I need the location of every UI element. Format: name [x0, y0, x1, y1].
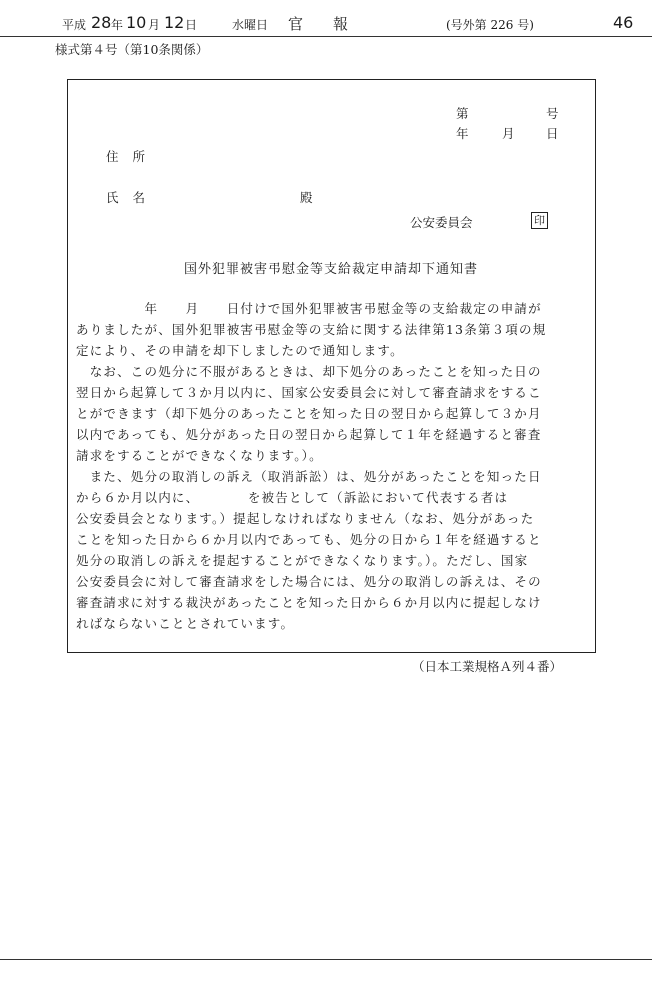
- header-day: 12: [164, 13, 185, 32]
- body-line: 以内であっても、処分があった日の翌日から起算して１年を経過すると審査: [76, 427, 542, 442]
- body-line: また、処分の取消しの訴え（取消訴訟）は、処分があったことを知った日: [76, 469, 542, 484]
- header-issue-number: (号外第 226 号): [446, 18, 534, 32]
- body-line: ありましたが、国外犯罪被害弔慰金等の支給に関する法律第13条第３項の規: [76, 322, 547, 337]
- body-line: 処分の取消しの訴えを提起することができなくなります。）。ただし、国家: [76, 553, 529, 568]
- notice-form: [67, 79, 596, 653]
- body-line: 定により、その申請を却下しましたので通知します。: [76, 343, 404, 358]
- address-label: 住所: [106, 149, 160, 164]
- header-gazette-name: 官報: [288, 15, 379, 33]
- paper-size-note: （日本工業規格Ａ列４番）: [412, 659, 563, 674]
- body-line: 公安委員会に対して審査請求をした場合には、処分の取消しの訴えは、その: [76, 574, 542, 589]
- header-day-unit: 日: [185, 18, 198, 32]
- date-day-label: 日: [546, 126, 559, 141]
- number-suffix: 号: [546, 106, 559, 121]
- header-weekday: 水曜日: [232, 18, 269, 32]
- header-year-unit: 年: [111, 18, 124, 32]
- header-month-unit: 月: [148, 18, 161, 32]
- gazette-header: [0, 0, 652, 38]
- date-month-label: 月: [502, 126, 515, 141]
- notice-title: 国外犯罪被害弔慰金等支給裁定申請却下通知書: [183, 262, 478, 277]
- seal-icon: 印: [531, 212, 548, 229]
- body-line: ればならないこととされています。: [76, 616, 295, 631]
- number-prefix: 第: [456, 106, 469, 121]
- header-year: 28: [91, 13, 112, 32]
- body-line: ことを知った日から６か月以内であっても、処分の日から１年を経過すると: [76, 532, 542, 547]
- header-month: 10: [126, 13, 147, 32]
- form-label: 様式第４号（第10条関係）: [55, 42, 209, 57]
- header-era: 平成: [62, 18, 87, 32]
- name-label: 氏名: [106, 190, 160, 205]
- body-line: 公安委員会となります。）提起しなければなりません（なお、処分があった: [76, 511, 535, 526]
- header-page-number: 46: [613, 13, 634, 32]
- body-line: とができます（却下処分のあったことを知った日の翌日から起算して３か月: [76, 406, 542, 421]
- body-line: から６か月以内に、 を被告として（訴訟において代表する者は: [76, 490, 509, 505]
- body-line: 審査請求に対する裁決があったことを知った日から６か月以内に提起しなけ: [76, 595, 542, 610]
- honorific: 殿: [300, 190, 313, 205]
- issuer-label: 公安委員会: [410, 215, 473, 230]
- footer-divider: [0, 959, 652, 960]
- body-line: 請求をすることができなくなります。）。: [76, 448, 323, 463]
- body-line: 翌日から起算して３か月以内に、国家公安委員会に対して審査請求をするこ: [76, 385, 542, 400]
- date-year-label: 年: [456, 126, 469, 141]
- body-line: 年 月 日付けで国外犯罪被害弔慰金等の支給裁定の申請が: [76, 301, 542, 316]
- header-divider: [0, 36, 652, 37]
- body-line: なお、この処分に不服があるときは、却下処分のあったことを知った日の: [76, 364, 542, 379]
